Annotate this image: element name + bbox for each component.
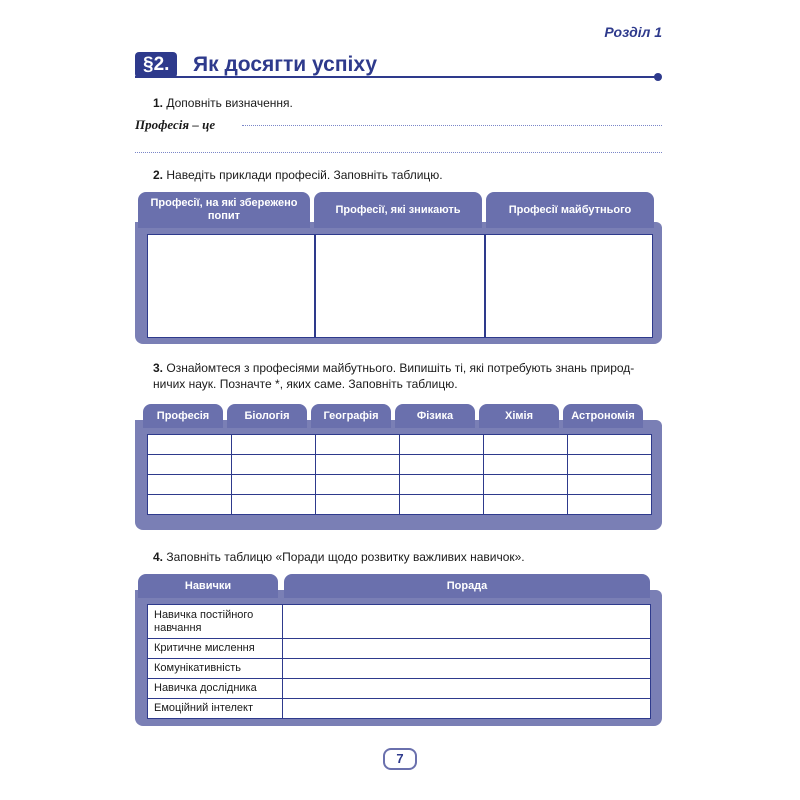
title-underline-dot <box>654 73 662 81</box>
paragraph-badge: §2. <box>135 52 177 78</box>
table-4-skill-cell <box>147 604 283 639</box>
table-3-cell[interactable] <box>399 454 484 475</box>
task-1-number: 1. <box>153 96 164 110</box>
title-underline <box>135 76 657 78</box>
table-3-header-cell: Географія <box>311 404 391 428</box>
table-3-cell[interactable] <box>147 474 232 495</box>
table-4-skill-cell <box>147 658 283 679</box>
table-3-header-cell: Біологія <box>227 404 307 428</box>
table-4-skill-label: Критичне мислення <box>154 642 255 654</box>
table-3-cell[interactable] <box>231 434 316 455</box>
table-3-cell[interactable] <box>483 474 568 495</box>
table-2-header-cell: Професії, на які збережено попит <box>138 192 310 228</box>
task-4-number: 4. <box>153 550 164 564</box>
table-3-header-cell: Професія <box>143 404 223 428</box>
table-3-cell[interactable] <box>483 494 568 515</box>
table-3-cell[interactable] <box>399 434 484 455</box>
page-number: 7 <box>383 748 417 770</box>
table-2-header-cell: Професії майбутнього <box>486 192 654 228</box>
task-3-number: 3. <box>153 361 164 375</box>
table-4-header-cell: Навички <box>138 574 278 598</box>
table-4-skill-label: Навичка дослідника <box>154 682 257 694</box>
table-4-skill-label: Навичка постійного навчання <box>154 608 254 634</box>
task-3-text-line1: Ознайомтеся з професіями майбутнього. Випишіть ті, які потребують знань природ- <box>166 361 635 375</box>
table-4-advice-cell[interactable] <box>282 604 651 639</box>
paragraph-header <box>135 52 665 78</box>
table-3-cell[interactable] <box>483 454 568 475</box>
table-3-cell[interactable] <box>567 454 652 475</box>
section-label: Розділ 1 <box>604 24 662 40</box>
table-3-header-cell: Астрономія <box>563 404 643 428</box>
table-3-cell[interactable] <box>399 474 484 495</box>
table-4-skill-cell <box>147 698 283 719</box>
table-4-skill-label: Комунікативність <box>154 662 241 674</box>
table-4-advice-cell[interactable] <box>282 638 651 659</box>
table-3-header-cell: Фізика <box>395 404 475 428</box>
table-2-cell[interactable] <box>485 234 653 338</box>
table-2-header-cell: Професії, які зникають <box>314 192 482 228</box>
task-1-text: Доповніть визначення. <box>166 96 293 110</box>
table-3-cell[interactable] <box>567 474 652 495</box>
table-4-advice-cell[interactable] <box>282 678 651 699</box>
task-2-number: 2. <box>153 168 164 182</box>
task-4-text: Заповніть таблицю «Поради щодо розвитку важливих навичок». <box>166 550 525 564</box>
task-4 <box>153 550 525 564</box>
table-4-advice-cell[interactable] <box>282 698 651 719</box>
table-3-cell[interactable] <box>315 434 400 455</box>
table-3-cell[interactable] <box>147 434 232 455</box>
definition-label: Професія – це <box>135 117 216 132</box>
answer-line[interactable] <box>135 152 662 153</box>
table-3-cell[interactable] <box>315 454 400 475</box>
table-3-cell[interactable] <box>231 454 316 475</box>
table-3-cell[interactable] <box>231 494 316 515</box>
table-3-cell[interactable] <box>483 434 568 455</box>
table-2-cell[interactable] <box>147 234 315 338</box>
table-3-cell[interactable] <box>147 494 232 515</box>
task-1 <box>153 96 293 110</box>
task-2 <box>153 168 443 182</box>
table-4-header-cell: Порада <box>284 574 650 598</box>
table-4-advice-cell[interactable] <box>282 658 651 679</box>
table-3-cell[interactable] <box>567 494 652 515</box>
table-4-skill-cell <box>147 678 283 699</box>
table-3-header-cell: Хімія <box>479 404 559 428</box>
task-2-text: Наведіть приклади професій. Заповніть таблицю. <box>166 168 443 182</box>
answer-line[interactable] <box>242 125 662 126</box>
table-2-cell[interactable] <box>315 234 485 338</box>
table-4-skill-label: Емоційний інтелект <box>154 702 254 714</box>
table-4-skill-cell <box>147 638 283 659</box>
task-3 <box>153 360 663 392</box>
table-3-cell[interactable] <box>399 494 484 515</box>
table-3-cell[interactable] <box>147 454 232 475</box>
task-3-text-line2: ничих наук. Позначте *, яких саме. Заповніть таблицю. <box>153 377 458 391</box>
table-3-cell[interactable] <box>315 474 400 495</box>
table-3-cell[interactable] <box>315 494 400 515</box>
page-title: Як досягти успіху <box>193 53 377 76</box>
table-3-cell[interactable] <box>231 474 316 495</box>
table-3-cell[interactable] <box>567 434 652 455</box>
